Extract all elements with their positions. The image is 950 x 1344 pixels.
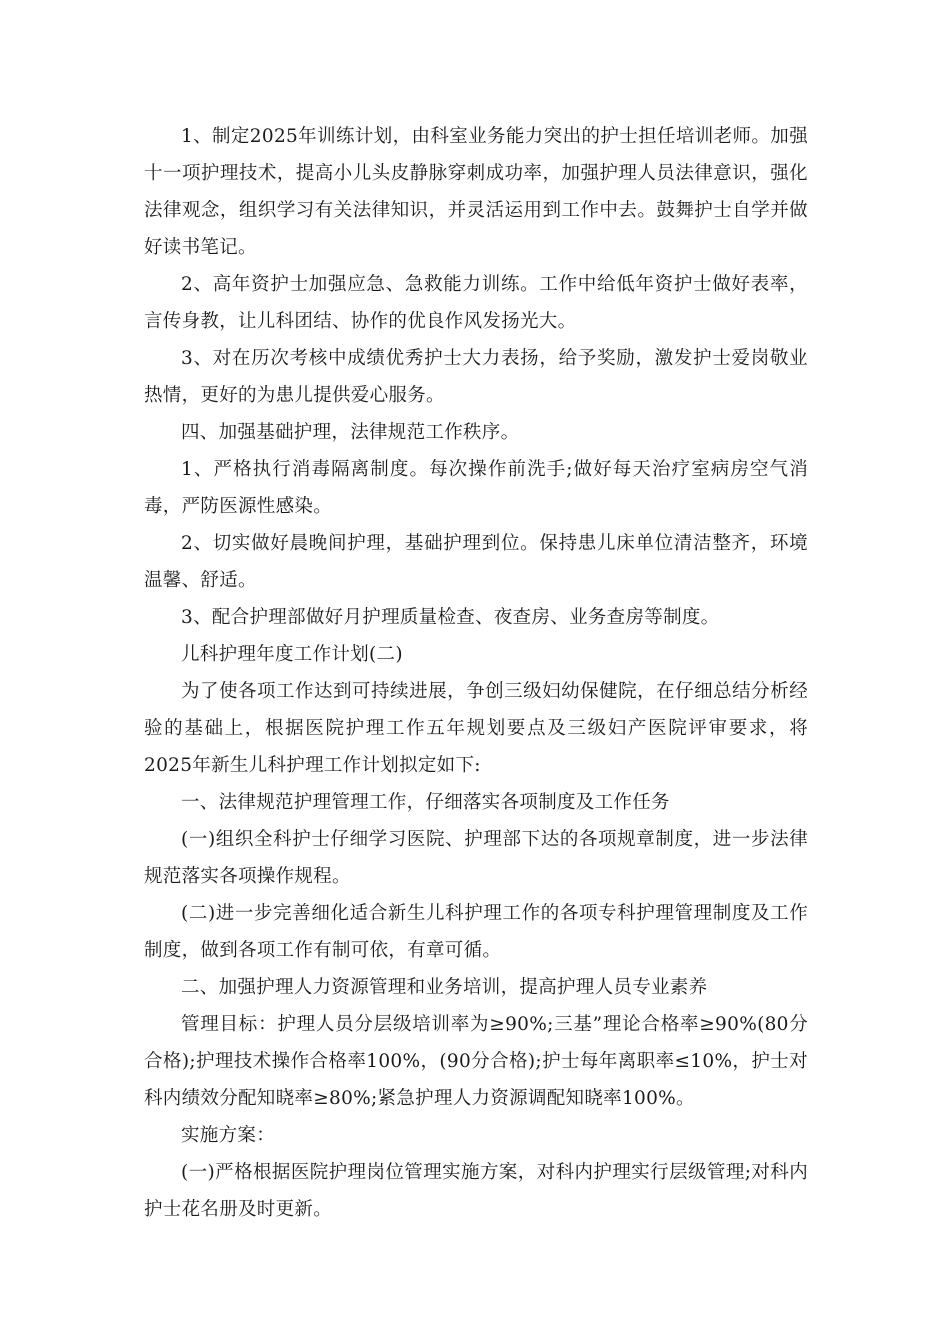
- section-heading-human-resources: 二、加强护理人力资源管理和业务培训，提高护理人员专业素养: [181, 977, 708, 998]
- paragraph-implementation-heading: 实施方案：: [181, 1125, 276, 1146]
- paragraph-senior-nurses: 2、高年资护士加强应急、急救能力训练。工作中给低年资护士做好表率，言传身教，让儿科团结、协作的优良作风发扬光大。: [144, 274, 808, 332]
- paragraph-introduction: 为了使各项工作达到可持续进展，争创三级妇幼保健院，在仔细总结分析经验的基础上，根据医院护理工作五年规划要点及三级妇产医院评审要求，将2025年新生儿科护理工作计划拟定如下:: [144, 681, 808, 776]
- paragraph-morning-evening-care: 2、切实做好晨晚间护理，基础护理到位。保持患儿床单位清洁整齐，环境温馨、舒适。: [144, 533, 808, 591]
- paragraph-disinfection: 1、严格执行消毒隔离制度。每次操作前洗手;做好每天治疗室病房空气消毒，严防医源性感染。: [144, 459, 808, 517]
- paragraph-management-goals: 管理目标：护理人员分层级培训率为≥90%;三基”理论合格率≥90%(80分合格);护理技术操作合格率100%，(90分合格);护士每年离职率≤10%，护士对科内绩效分配知晓率≥80%;紧急护理人力资源调配知晓率100%。: [144, 1014, 808, 1109]
- paragraph-refine-systems: (二)进一步完善细化适合新生儿科护理工作的各项专科护理管理制度及工作制度，做到各项工作有制可依，有章可循。: [144, 903, 808, 961]
- paragraph-training-plan: 1、制定2025年训练计划，由科室业务能力突出的护士担任培训老师。加强十一项护理技术，提高小儿头皮静脉穿刺成功率，加强护理人员法律意识，强化法律观念，组织学习有关法律知识，并灵活运用到工作中去。鼓舞护士自学并做好读书笔记。: [144, 126, 808, 258]
- document-subtitle: 儿科护理年度工作计划(二): [181, 644, 403, 665]
- section-heading-basic-care: 四、加强基础护理，法律规范工作秩序。: [181, 422, 520, 443]
- paragraph-commendation: 3、对在历次考核中成绩优秀护士大力表扬，给予奖励，激发护士爱岗敬业热情，更好的为患儿提供爱心服务。: [144, 348, 808, 406]
- paragraph-tiered-management: (一)严格根据医院护理岗位管理实施方案，对科内护理实行层级管理;对科内护士花名册及时更新。: [144, 1162, 808, 1220]
- document-body: [144, 118, 808, 1228]
- paragraph-study-regulations: (一)组织全科护士仔细学习医院、护理部下达的各项规章制度，进一步法律规范落实各项操作规程。: [144, 829, 808, 887]
- section-heading-management: 一、法律规范护理管理工作，仔细落实各项制度及工作任务: [181, 792, 670, 813]
- paragraph-quality-check: 3、配合护理部做好月护理质量检查、夜查房、业务查房等制度。: [181, 607, 720, 628]
